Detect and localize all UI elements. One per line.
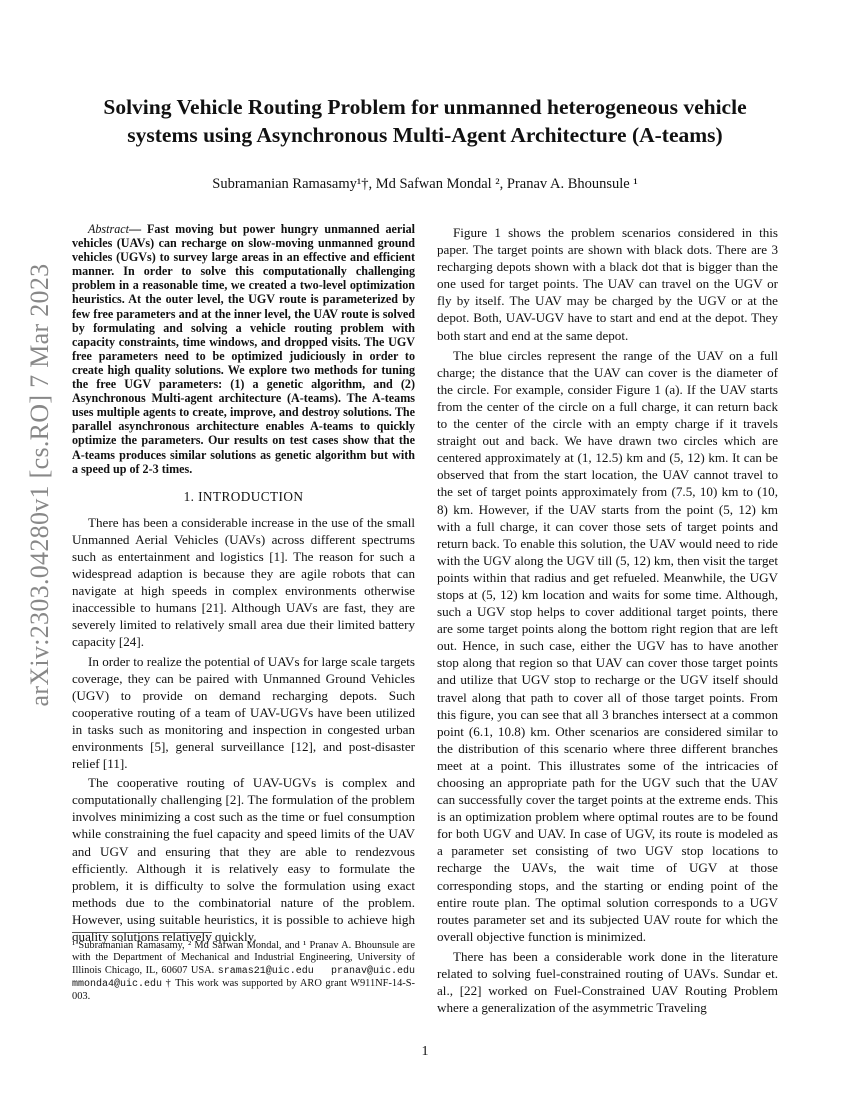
- right-column: [437, 224, 778, 1019]
- email-2[interactable]: pranav@uic.edu: [330, 965, 415, 977]
- paper-title: Solving Vehicle Routing Problem for unmanned heterogeneous vehicle systems using Asynchronous Multi-Agent Architecture (A-teams): [103, 95, 747, 147]
- body-paragraph-1: Figure 1 shows the problem scenarios considered in this paper. The target points are shown with black dots. There are 3 recharging depots shown with a black dot that is bigger than the one used for target points. The UAV can travel on the UGV or fly by itself. The UAV may be charged by the UGV or at the depot. Both, UAV-UGV have to start and end at the depot. They both start and end at the same depot.: [437, 225, 778, 343]
- intro-paragraph-2: In order to realize the potential of UAVs for large scale targets coverage, they can be paired with Unmanned Ground Vehicles (UGV) to provide on demand recharging depots. Such cooperative routing of a team of UAV-UGVs have been utilized in tasks such as monitoring and inspection in congested urban environments [5], general surveillance [12], and post-disaster relief [11].: [72, 653, 415, 772]
- email-1[interactable]: sramas21@uic.edu: [217, 965, 314, 977]
- abstract-text: — Fast moving but power hungry unmanned aerial vehicles (UAVs) can recharge on slow-moving unmanned ground vehicles (UGVs) to survey large areas in an effective and efficient manner. In order to solve this computationally challenging problem in a reasonable time, we created a two-level optimization heuristics. At the outer level, the UGV route is parameterized by few free parameters and at the inner level, the UAV route is solved by formulating and solving a vehicle routing problem with capacity constraints, time windows, and dropped visits. The UGV free parameters need to be optimized judiciously in order to create high quality solutions. We explore two methods for tuning the free UGV parameters: (1) a genetic algorithm, and (2) Asynchronous Multi-agent architecture (A-teams). The A-teams uses multiple agents to create, improve, and destroy solutions. The parallel asynchronous architecture enables A-teams to quickly optimize the parameters. Our results on test cases show that the A-teams produces similar solutions as genetic algorithm but with a speed up of 2-3 times.: [72, 222, 415, 476]
- footnote-affiliation: ¹ Subramanian Ramasamy, ² Md Safwan Mondal, and ¹ Pranav A. Bhounsule are with the Department of Mechanical and Industrial Engineering, University of Illinois Chicago, IL, 60607 USA.: [72, 940, 415, 976]
- body-paragraph-2: The blue circles represent the range of the UAV on a full charge; the distance that the UAV can cover is the diameter of the circle. For example, consider Figure 1 (a). If the UAV starts from the center of the circle on a full charge, it can return back to the center of the circle with an empty charge if it travels straight out and back. We have drawn two circles which are centered approximately at (1, 12.5) km and (5, 12) km. It can be observed that from the start location, the UAV cannot travel to the set of target points approximately from (7.5, 10) km to (10, 8) km. However, if the UAV starts from the point (5, 12) km with a full charge, it can cover those sets of target points and return back. To enable this solution, the UAV would need to ride with the UGV along the UGV till (5, 12) km, then visit the target points within that radius and get refueled. Meanwhile, the UGV stops at (5, 12) km location and waits for some time. Although, such a UGV stop helps to cover additional target points, there are some target points along the bottom right region that are left out. Hence, in such case, either the UGV has to have another stop along that region so that UAV can cover those target points and utilize that UGV stop to recharge or the UGV itself should travel along that path to cover all of those target points. From this figure, you can see that all 3 branches intersect at a common point (6.1, 10.8) km. Other scenarios are considered similar to the distribution of this scenario where three different branches meet at a point. This illustrates some of the intricacies of choosing an appropriate path for the UGV such that the UAV can successfully cover the target points at the extreme ends. This is an optimization problem where optimal routes are to be found for both UGV and UAV. In case of UGV, its route is modeled as a parameter set consisting of two UGV stop locations to recharge the UAVs, the wait time of UGV at those corresponding stops, and the starting or ending point of the entire route plan. The optimal solution corresponds to a UGV routes parameter set and its subjected UAV route for which the overall objective function is minimized.: [437, 347, 778, 944]
- author-list: Subramanian Ramasamy¹†, Md Safwan Mondal ², Pranav A. Bhounsule ¹: [212, 176, 638, 192]
- footnote-support: † This work was supported by ARO grant W911NF-14-S-003.: [72, 977, 415, 1003]
- body-paragraph-3: There has been a considerable work done in the literature related to solving fuel-constrained routing of UAVs. Sundar et. al., [22] worked on Fuel-Constrained UAV Routing Problem where a generalization of the asymmetric Traveling: [437, 948, 778, 1016]
- page-number: 1: [421, 1044, 429, 1059]
- section-heading-introduction: 1. INTRODUCTION: [183, 488, 304, 504]
- footnote: [72, 940, 415, 1003]
- footnote-rule: [72, 932, 212, 933]
- arxiv-id: arXiv:2303.04280v1 [cs.RO] 7 Mar 2023: [25, 263, 54, 707]
- left-column: [72, 222, 415, 947]
- abstract-label: Abstract: [88, 222, 129, 236]
- intro-paragraph-1: There has been a considerable increase in the use of the small Unmanned Aerial Vehicles (UAVs) across different spectrums such as entertainment and logistics [1]. The reason for such a widespread adaption is because they are agile robots that can navigate at high speeds in complex environments otherwise inaccessible to humans [21]. Although UAVs are fast, they are severely limited to relatively small area due their limited battery capacity [24].: [72, 514, 415, 650]
- intro-paragraph-3: The cooperative routing of UAV-UGVs is complex and computationally challenging [2]. The formulation of the problem involves minimizing a cost such as the time or fuel consumption while constraining the fuel capacity and speed limits of the UAV and UGV and ensuring that they are able to rendezvous efficiently. Although it is relatively easy to formulate the problem, it is difficulty to solve the formulation using exact methods due to the combinatorial nature of the problem. However, using suitable heuristics, it is possible to achieve high quality solutions relatively quickly.: [72, 775, 415, 945]
- abstract: [72, 222, 415, 476]
- arxiv-stamp: [14, 263, 66, 707]
- email-3[interactable]: mmonda4@uic.edu: [72, 978, 163, 990]
